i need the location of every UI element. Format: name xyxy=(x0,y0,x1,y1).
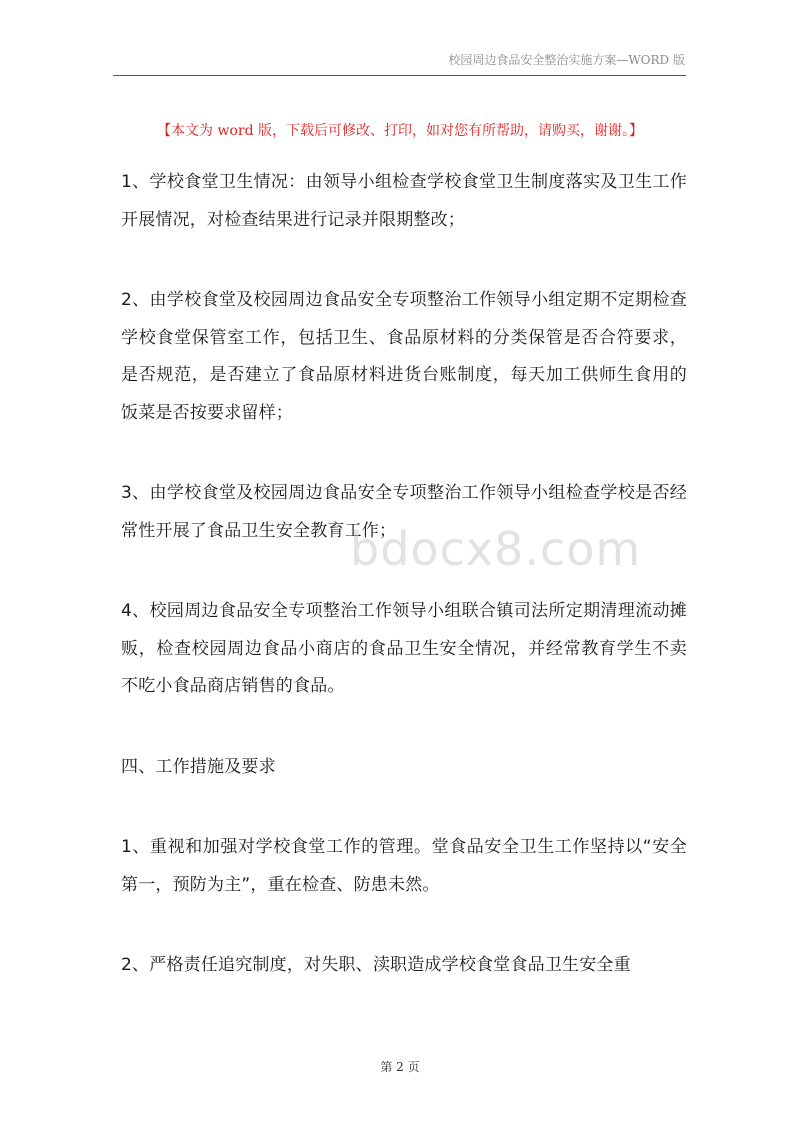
paragraph-3: 3、由学校食堂及校园周边食品安全专项整治工作领导小组检查学校是否经常性开展了食品卫生安全教育工作； xyxy=(121,483,687,541)
paragraph-1: 1、学校食堂卫生情况：由领导小组检查学校食堂卫生制度落实及卫生工作开展情况，对检查结果进行记录并限期整改； xyxy=(121,172,687,230)
section-heading: 四、工作措施及要求 xyxy=(121,756,276,777)
paragraph-5: 1、重视和加强对学校食堂工作的管理。堂食品安全卫生工作坚持以“安全第一，预防为主”，重在检查、防患未然。 xyxy=(121,837,687,895)
download-notice: 【本文为 word 版，下载后可修改、打印，如对您有所帮助，请购买，谢谢。】 xyxy=(157,123,643,139)
page-number: 第 2 页 xyxy=(380,1060,420,1074)
watermark: bdocx8.com xyxy=(350,522,642,576)
paragraph-4: 4、校园周边食品安全专项整治工作领导小组联合镇司法所定期清理流动摊贩，检查校园周边食品小商店的食品卫生安全情况，并经常教育学生不卖不吃小食品商店销售的食品。 xyxy=(121,601,687,696)
header-divider xyxy=(113,75,686,76)
paragraph-2: 2、由学校食堂及校园周边食品安全专项整治工作领导小组定期不定期检查学校食堂保管室工作，包括卫生、食品原材料的分类保管是否合符要求，是否规范，是否建立了食品原材料进货台账制度，每天加工供师生食用的饭菜是否按要求留样； xyxy=(121,290,687,423)
document-body xyxy=(121,164,687,1028)
document-header-title: 校园周边食品安全整治实施方案—WORD 版 xyxy=(448,53,685,67)
paragraph-6: 2、严格责任追究制度，对失职、渎职造成学校食堂食品卫生安全重 xyxy=(121,955,631,975)
